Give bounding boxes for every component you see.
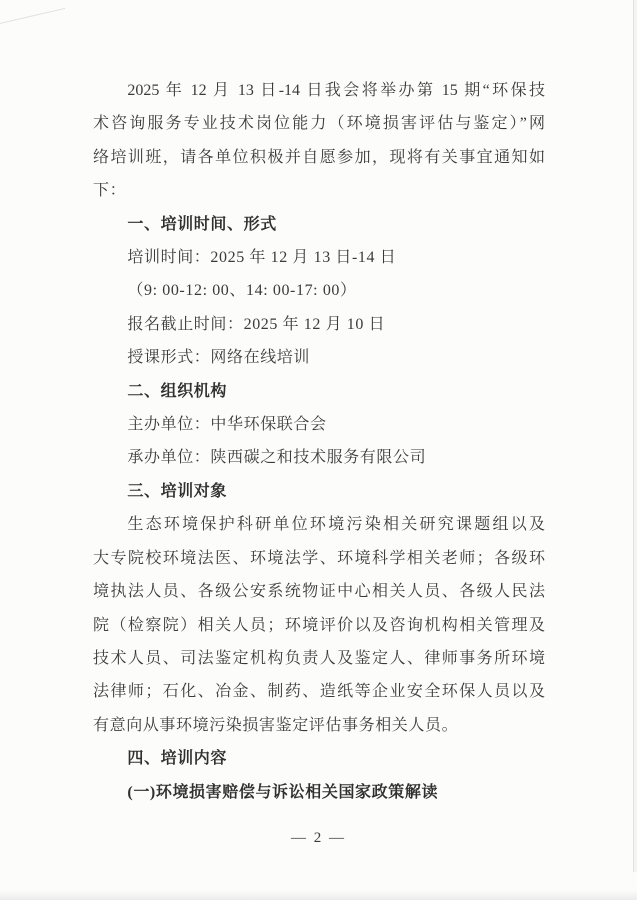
paragraph-line: 络培训班，请各单位积极并自愿参加，现将有关事宜通知如 bbox=[93, 148, 545, 166]
section-heading: 三、培训对象 bbox=[127, 482, 227, 500]
document-body bbox=[93, 74, 545, 809]
detail-line: 报名截止时间：2025 年 12 月 10 日 bbox=[127, 315, 386, 333]
paragraph-line: 生态环境保护科研单位环境污染相关研究课题组以及 bbox=[127, 516, 545, 534]
section-heading: (一)环境损害赔偿与诉讼相关国家政策解读 bbox=[127, 783, 439, 801]
detail-line: 授课形式：网络在线培训 bbox=[127, 349, 310, 367]
paragraph-line: 有意向从事环境污染损害鉴定评估事务相关人员。 bbox=[93, 716, 459, 734]
page-number: — 2 — bbox=[291, 830, 346, 846]
scan-crease-artifact bbox=[0, 8, 65, 25]
section-heading: 一、培训时间、形式 bbox=[127, 215, 277, 233]
paragraph-line: 2025 年 12 月 13 日-14 日我会将举办第 15 期“环保技 bbox=[127, 82, 545, 99]
paragraph-line: 技术人员、司法鉴定机构负责人及鉴定人、律师事务所环境 bbox=[93, 649, 545, 667]
detail-line: （9: 00-12: 00、14: 00-17: 00） bbox=[127, 282, 357, 300]
section-heading: 四、培训内容 bbox=[127, 750, 227, 768]
paragraph-line: 法律师；石化、冶金、制药、造纸等企业安全环保人员以及 bbox=[93, 683, 545, 701]
paragraph-line: 大专院校环境法医、环境法学、环境科学相关老师；各级环 bbox=[93, 549, 545, 567]
section-heading: 二、组织机构 bbox=[127, 382, 227, 400]
detail-line: 培训时间：2025 年 12 月 13 日-14 日 bbox=[127, 249, 397, 267]
page-bottom-shadow bbox=[0, 890, 637, 900]
scan-edge-line bbox=[633, 0, 634, 872]
paragraph-line: 院（检察院）相关人员；环境评价以及咨询机构相关管理及 bbox=[93, 616, 545, 634]
paragraph-line: 下： bbox=[93, 182, 127, 200]
paragraph-line: 境执法人员、各级公安系统物证中心相关人员、各级人民法 bbox=[93, 583, 545, 601]
detail-line: 承办单位：陕西碳之和技术服务有限公司 bbox=[127, 449, 427, 467]
detail-line: 主办单位：中华环保联合会 bbox=[127, 416, 327, 434]
paragraph-line: 术咨询服务专业技术岗位能力（环境损害评估与鉴定）”网 bbox=[93, 115, 545, 133]
